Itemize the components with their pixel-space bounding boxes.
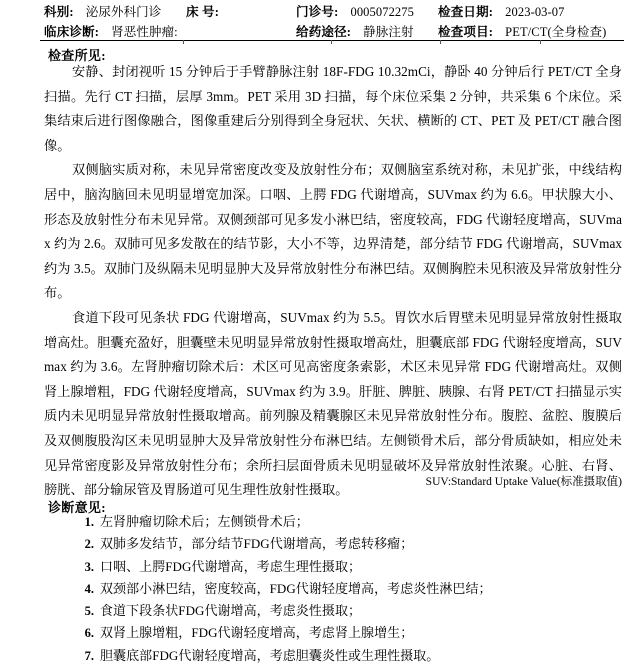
- findings-paragraph: 食道下段可见条状 FDG 代谢增高，SUVmax 约为 5.5。胃饮水后胃壁未见明显异常放射性摄取增高灶。胆囊充盈好，胆囊壁未见明显异常放射性摄取增高灶，胆囊底部 FDG 代谢轻度增高，SUVmax 约为 3.6。左肾肿瘤切除术后：术区可见高密度条索影，术区未见异常 FDG 代谢增高灶。双侧肾上腺增粗，FDG 代谢轻度增高，SUVmax 约为 3.9。肝脏、脾脏、胰腺、右肾 PET/CT 扫描显示实质内未见明显异常放射性摄取增高。前列腺及精囊腺区未见异常放射性分布。腹腔、盆腔、腹膜后及双侧腹股沟区未见明显肿大及异常放射性分布淋巴结。左侧锁骨术后，部分骨质缺如，相应处未见异常密度影及异常放射性分布；余所扫层面骨质未见明显破坏及异常放射性浓聚。心脏、右肾、膀胱、部分输尿管及胃肠道可见生理性放射性摄取。: [44, 309, 622, 498]
- department-label: 科别:: [44, 5, 74, 19]
- diagnosis-item-number: 7.: [84, 648, 94, 663]
- diagnosis-item-number: 6.: [84, 626, 94, 641]
- exam-item-label: 检查项目:: [438, 25, 494, 39]
- diagnosis-item-number: 5.: [84, 604, 94, 619]
- header-column-tick: [183, 40, 184, 44]
- header-field-exam-item: [438, 22, 608, 40]
- findings-body: [44, 60, 622, 503]
- header-field-clinic-number: [296, 2, 438, 20]
- header-row-2: [44, 22, 624, 42]
- list-item: [44, 511, 622, 533]
- header-field-exam-date: [438, 2, 608, 20]
- admin-route-label: 给药途径:: [296, 25, 352, 39]
- header-divider: [40, 40, 624, 41]
- findings-paragraph: 双侧脑实质对称，未见异常密度改变及放射性分布；双侧脑室系统对称，未见扩张，中线结构居中，脑沟脑回未见明显增宽加深。口咽、上腭 FDG 代谢增高，SUVmax 约为 6.6。甲状腺大小、形态及放射性分布未见异常。双侧颈部可见多发小淋巴结，密度较高，FDG 代谢轻度增高，SUVmax 约为 2.6。双肺可见多发散在的结节影，大小不等，边界清楚，部分结节 FDG 代谢增高，SUVmax 约为 3.5。双肺门及纵隔未见明显肿大及异常放射性分布淋巴结。双侧胸腔未见积液及异常放射性分布。: [44, 162, 622, 301]
- diagnosis-item-number: 2.: [84, 537, 94, 552]
- header-field-admin-route: [296, 22, 438, 40]
- suv-abbreviation-note: SUV:Standard Uptake Value(标准摄取值): [425, 476, 622, 488]
- header-field-bed: [186, 2, 296, 20]
- findings-paragraph: 安静、封闭视听 15 分钟后于手臂静脉注射 18F-FDG 10.32mCi，静卧 40 分钟后行 PET/CT 全身扫描。先行 CT 扫描，层厚 3mm。PET 采用 3D 扫描，每个床位采集 2 分钟，共采集 6 个床位。采集结束后进行图像融合，图像重建后分别得到全身冠状、矢状、横断的 CT、PET 及 PET/CT 融合图像。: [44, 64, 622, 153]
- diagnosis-item-number: 1.: [84, 515, 94, 529]
- diagnosis-item-text: 双肾上腺增粗，FDG代谢轻度增高，考虑肾上腺增生；: [100, 625, 414, 641]
- diagnosis-item-text: 双肺多发结节，部分结节FDG代谢增高，考虑转移瘤；: [100, 536, 414, 552]
- exam-date-value: 2023-03-07: [505, 5, 565, 19]
- department-value: 泌尿外科门诊: [85, 5, 162, 19]
- list-item: [44, 556, 622, 578]
- diagnosis-item-number: 4.: [84, 581, 94, 596]
- header-column-tick: [540, 40, 541, 44]
- list-item: [44, 622, 622, 644]
- list-item: [44, 578, 622, 600]
- list-item: [44, 533, 622, 555]
- header-row-1: [44, 2, 624, 22]
- header-column-tick: [331, 40, 332, 44]
- list-item: [44, 645, 622, 667]
- exam-item-value: PET/CT(全身检查): [505, 25, 607, 39]
- list-item: [44, 600, 622, 622]
- bed-label: 床 号:: [186, 5, 220, 19]
- admin-route-value: 静脉注射: [363, 25, 414, 39]
- clinic-number-label: 门诊号:: [296, 5, 339, 19]
- diagnosis-item-text: 双颈部小淋巴结，密度较高，FDG代谢轻度增高，考虑炎性淋巴结；: [100, 580, 492, 596]
- diagnosis-list: [44, 511, 622, 667]
- header-field-clinical-diagnosis: [44, 22, 186, 40]
- exam-date-label: 检查日期:: [438, 5, 494, 19]
- diagnosis-section-title: 诊断意见:: [48, 500, 106, 515]
- diagnosis-item-text: 胆囊底部FDG代谢轻度增高，考虑胆囊炎性或生理性摄取。: [100, 647, 440, 663]
- clinic-number-value: 0005072275: [350, 5, 414, 19]
- diagnosis-item-text: 食道下段条状FDG代谢增高，考虑炎性摄取；: [100, 603, 362, 619]
- diagnosis-item-text: 口咽、上腭FDG代谢增高，考虑生理性摄取；: [100, 558, 362, 574]
- diagnosis-item-number: 3.: [84, 559, 94, 574]
- clinical-diagnosis-label: 临床诊断:: [44, 25, 100, 39]
- clinical-diagnosis-value: 肾恶性肿瘤:: [111, 25, 178, 39]
- report-header: [44, 2, 624, 42]
- header-field-department: [44, 2, 186, 20]
- findings-section-title: 检查所见:: [48, 48, 106, 63]
- diagnosis-item-text: 左肾肿瘤切除术后；左侧锁骨术后；: [100, 514, 309, 529]
- header-column-tick: [440, 40, 441, 44]
